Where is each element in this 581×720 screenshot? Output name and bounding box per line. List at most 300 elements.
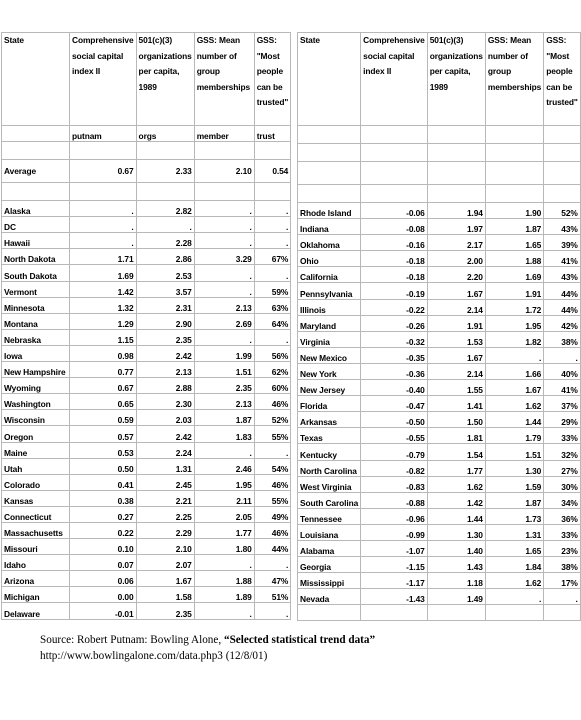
value-cell: 1.89 [194,587,254,603]
value-cell: . [254,555,291,571]
value-cell: -0.99 [361,524,428,540]
value-cell: . [70,217,137,233]
state-name: Wisconsin [2,410,70,426]
empty-cell [544,144,581,162]
empty-cell [485,185,543,203]
table-row [2,345,291,361]
value-cell: 2.25 [136,506,194,522]
table-row [2,394,291,410]
state-name: Arizona [2,571,70,587]
table-row [2,587,291,603]
value-cell: 0.53 [70,442,137,458]
value-cell: 63% [254,297,291,313]
value-cell: 43% [544,219,581,235]
value-cell: 0.65 [70,394,137,410]
value-cell: . [485,589,543,605]
value-cell: 41% [544,380,581,396]
value-cell: 2.05 [194,506,254,522]
state-name: Hawaii [2,233,70,249]
variable-name-cell [2,126,70,142]
state-name: DC [2,217,70,233]
value-cell: -0.08 [361,219,428,235]
value-cell: 0.27 [70,506,137,522]
table-row [2,249,291,265]
table-row [298,363,581,379]
table-row [298,589,581,605]
value-cell: -0.32 [361,331,428,347]
state-name: North Carolina [298,460,361,476]
table-row [298,267,581,283]
source-title: “Selected statistical trend data” [223,634,376,646]
spacer-row [2,142,291,160]
state-name: Utah [2,458,70,474]
empty-cell [361,126,428,144]
source-prefix: Source: Robert Putnam: Bowling Alone, [40,634,224,646]
table-row [2,378,291,394]
empty-cell [485,126,543,144]
average-label: Average [2,160,70,183]
empty-cell [254,142,291,160]
source-url: http://www.bowlingalone.com/data.php3 (12/8/01) [40,650,268,662]
empty-cell [544,185,581,203]
value-cell: 2.13 [194,394,254,410]
value-cell: 1.82 [485,331,543,347]
value-cell: 1.91 [427,315,485,331]
table-row [298,557,581,573]
value-cell: 2.20 [427,267,485,283]
value-cell: 46% [254,474,291,490]
value-cell: . [194,329,254,345]
value-cell: 41% [544,251,581,267]
state-name: Texas [298,428,361,444]
value-cell: . [254,201,291,217]
state-name: Virginia [298,331,361,347]
value-cell: 33% [544,524,581,540]
empty-cell [136,183,194,201]
value-cell: 38% [544,557,581,573]
table-row [2,539,291,555]
state-name: North Dakota [2,249,70,265]
value-cell: 1.62 [485,573,543,589]
value-cell: -1.07 [361,540,428,556]
value-cell: 2.10 [136,539,194,555]
header-group-memberships: GSS: Mean number of group memberships [485,33,543,126]
spacer-row [298,605,581,621]
value-cell: 1.44 [485,412,543,428]
value-cell: 1.18 [427,573,485,589]
value-cell: 1.42 [70,281,137,297]
value-cell: . [254,217,291,233]
value-cell: 1.44 [427,508,485,524]
value-cell: -0.06 [361,203,428,219]
table-row [2,522,291,538]
value-cell: -0.36 [361,363,428,379]
value-cell: 1.88 [485,251,543,267]
value-cell: . [194,201,254,217]
value-cell: 1.77 [194,522,254,538]
average-row [2,160,291,183]
value-cell: 55% [254,490,291,506]
source-citation [40,632,520,664]
value-cell: 1.67 [485,380,543,396]
value-cell: 64% [254,313,291,329]
table-row [298,251,581,267]
table-row [2,426,291,442]
value-cell: 23% [544,540,581,556]
value-cell: -0.16 [361,235,428,251]
state-name: Oregon [2,426,70,442]
value-cell: 1.32 [70,297,137,313]
table-row [2,490,291,506]
value-cell: 0.22 [70,522,137,538]
value-cell: 1.77 [427,460,485,476]
value-cell: 1.87 [485,219,543,235]
value-cell: 60% [254,378,291,394]
header-trust: GSS: "Most people can be trusted" [544,33,581,126]
table-row [298,347,581,363]
table-row [2,571,291,587]
state-name: Nevada [298,589,361,605]
state-name: Nebraska [2,329,70,345]
state-name: South Carolina [298,492,361,508]
value-cell: 54% [254,458,291,474]
empty-cell [485,144,543,162]
value-cell: 0.57 [70,426,137,442]
table-row [2,297,291,313]
value-cell: 1.41 [427,396,485,412]
value-cell: 1.65 [485,235,543,251]
table-row [2,217,291,233]
spacer-row [298,185,581,203]
value-cell: 0.41 [70,474,137,490]
state-name: New Mexico [298,347,361,363]
value-cell: 2.11 [194,490,254,506]
table-row [2,603,291,619]
state-name: Wyoming [2,378,70,394]
value-cell: 1.58 [136,587,194,603]
value-cell: 1.51 [485,444,543,460]
empty-cell [298,162,361,185]
empty-cell [194,142,254,160]
value-cell: 1.95 [194,474,254,490]
value-cell: 1.66 [485,363,543,379]
value-cell: 1.69 [70,265,137,281]
value-cell: 30% [544,476,581,492]
value-cell: 3.29 [194,249,254,265]
value-cell: 1.59 [485,476,543,492]
value-cell: 40% [544,363,581,379]
value-cell: 1.84 [485,557,543,573]
state-name: Massachusetts [2,522,70,538]
value-cell: 2.00 [427,251,485,267]
value-cell: 2.88 [136,378,194,394]
value-cell: . [254,603,291,619]
value-cell: 2.13 [194,297,254,313]
value-cell: -0.19 [361,283,428,299]
value-cell: 1.79 [485,428,543,444]
value-cell: 0.06 [70,571,137,587]
value-cell: 2.28 [136,233,194,249]
empty-cell [427,126,485,144]
value-cell: 2.53 [136,265,194,281]
value-cell: 2.13 [136,362,194,378]
table-row [2,506,291,522]
table-row [2,442,291,458]
empty-cell [361,185,428,203]
value-cell: 2.42 [136,345,194,361]
value-cell: 1.62 [427,476,485,492]
value-cell: 44% [544,299,581,315]
value-cell: . [254,442,291,458]
table-row [298,492,581,508]
value-cell: -0.01 [70,603,137,619]
value-cell: 1.69 [485,267,543,283]
value-cell: 44% [254,539,291,555]
value-cell: -0.88 [361,492,428,508]
empty-cell [194,183,254,201]
value-cell: 2.45 [136,474,194,490]
state-name: Missouri [2,539,70,555]
value-cell: 2.29 [136,522,194,538]
value-cell: 2.31 [136,297,194,313]
value-cell: 67% [254,249,291,265]
value-cell: 1.30 [485,460,543,476]
empty-cell [427,144,485,162]
value-cell: 1.43 [427,557,485,573]
empty-cell [361,605,428,621]
value-cell: . [254,265,291,281]
value-cell: 2.21 [136,490,194,506]
variable-name-row [2,126,291,142]
value-cell: 0.59 [70,410,137,426]
state-name: Rhode Island [298,203,361,219]
state-name: California [298,267,361,283]
value-cell: 49% [254,506,291,522]
empty-cell [485,162,543,185]
header-state: State [2,33,70,126]
value-cell: 51% [254,587,291,603]
value-cell: 0.38 [70,490,137,506]
value-cell: . [254,233,291,249]
value-cell: 2.03 [136,410,194,426]
value-cell: . [70,201,137,217]
table-row [298,331,581,347]
value-cell: 1.91 [485,283,543,299]
state-name: Mississippi [298,573,361,589]
empty-cell [136,142,194,160]
value-cell: 1.50 [427,412,485,428]
average-value: 2.10 [194,160,254,183]
empty-cell [361,144,428,162]
value-cell: -0.47 [361,396,428,412]
state-name: Vermont [2,281,70,297]
table-row [2,329,291,345]
table-row [2,362,291,378]
state-name: Pennsylvania [298,283,361,299]
table-row [298,540,581,556]
spacer-row [298,162,581,185]
state-name: New Jersey [298,380,361,396]
header-orgs-per-capita: 501(c)(3) organizations per capita, 1989 [427,33,485,126]
value-cell: 33% [544,428,581,444]
table-row [2,281,291,297]
header-state: State [298,33,361,126]
empty-cell [427,605,485,621]
value-cell: 52% [254,410,291,426]
value-cell: 1.42 [427,492,485,508]
value-cell: 2.35 [136,603,194,619]
empty-cell [70,142,137,160]
value-cell: 2.69 [194,313,254,329]
state-name: Kansas [2,490,70,506]
value-cell: -0.96 [361,508,428,524]
value-cell: 1.90 [485,203,543,219]
state-name: Iowa [2,345,70,361]
value-cell: 1.87 [485,492,543,508]
value-cell: -0.18 [361,251,428,267]
table-row [2,201,291,217]
state-name: Georgia [298,557,361,573]
table-row [298,283,581,299]
state-name: Colorado [2,474,70,490]
value-cell: 2.42 [136,426,194,442]
header-row [298,33,581,126]
value-cell: 1.71 [70,249,137,265]
header-group-memberships: GSS: Mean number of group memberships [194,33,254,126]
value-cell: 44% [544,283,581,299]
value-cell: 0.10 [70,539,137,555]
value-cell: 0.77 [70,362,137,378]
value-cell: 1.87 [194,410,254,426]
value-cell: 1.67 [427,283,485,299]
table-row [298,315,581,331]
value-cell: 42% [544,315,581,331]
table-row [2,265,291,281]
value-cell: 47% [254,571,291,587]
state-name: Delaware [2,603,70,619]
empty-cell [298,185,361,203]
value-cell: 1.15 [70,329,137,345]
source-line [40,632,520,648]
average-value: 0.54 [254,160,291,183]
table-row [298,412,581,428]
empty-cell [544,162,581,185]
value-cell: 1.83 [194,426,254,442]
variable-name-cell: trust [254,126,291,142]
value-cell: -0.50 [361,412,428,428]
state-name: Tennessee [298,508,361,524]
state-name: South Dakota [2,265,70,281]
variable-name-cell: putnam [70,126,137,142]
empty-cell [298,144,361,162]
table-row [298,508,581,524]
table-row [2,410,291,426]
state-name: Indiana [298,219,361,235]
value-cell: -0.83 [361,476,428,492]
state-name: Washington [2,394,70,410]
value-cell: 46% [254,394,291,410]
table-row [298,573,581,589]
value-cell: 56% [254,345,291,361]
value-cell: 2.86 [136,249,194,265]
value-cell: 2.30 [136,394,194,410]
value-cell: 37% [544,396,581,412]
table-row [298,380,581,396]
state-name: New Hampshire [2,362,70,378]
value-cell: 0.67 [70,378,137,394]
table-row [298,476,581,492]
value-cell: 29% [544,412,581,428]
value-cell: . [194,442,254,458]
empty-cell [544,126,581,144]
table-row [298,460,581,476]
value-cell: 3.57 [136,281,194,297]
value-cell: -0.18 [361,267,428,283]
value-cell: 1.54 [427,444,485,460]
value-cell: . [544,347,581,363]
value-cell: 55% [254,426,291,442]
empty-cell [2,183,70,201]
table-row [298,396,581,412]
state-name: New York [298,363,361,379]
state-name: Minnesota [2,297,70,313]
average-value: 2.33 [136,160,194,183]
value-cell: 2.46 [194,458,254,474]
value-cell: -0.79 [361,444,428,460]
table-row [2,313,291,329]
header-social-capital-index: Comprehensive social capital index II [361,33,428,126]
value-cell: 2.35 [194,378,254,394]
empty-cell [254,183,291,201]
state-name: Montana [2,313,70,329]
empty-cell [544,605,581,621]
empty-cell [70,183,137,201]
value-cell: 1.30 [427,524,485,540]
value-cell: 1.80 [194,539,254,555]
value-cell: 59% [254,281,291,297]
state-name: Maryland [298,315,361,331]
value-cell: 39% [544,235,581,251]
table-row [298,203,581,219]
value-cell: 2.35 [136,329,194,345]
value-cell: -1.43 [361,589,428,605]
spacer-row [298,126,581,144]
table-row [298,524,581,540]
value-cell: 2.90 [136,313,194,329]
value-cell: -0.82 [361,460,428,476]
state-name: West Virginia [298,476,361,492]
value-cell: 1.95 [485,315,543,331]
value-cell: 1.67 [136,571,194,587]
state-name: Oklahoma [298,235,361,251]
value-cell: 1.67 [427,347,485,363]
value-cell: . [544,589,581,605]
value-cell: 0.50 [70,458,137,474]
value-cell: -1.15 [361,557,428,573]
value-cell: 32% [544,444,581,460]
table-row [2,233,291,249]
left-data-table [1,32,291,620]
table-row [2,474,291,490]
value-cell: . [194,217,254,233]
header-social-capital-index: Comprehensive social capital index II [70,33,137,126]
state-name: Arkansas [298,412,361,428]
value-cell: 2.07 [136,555,194,571]
value-cell: 1.88 [194,571,254,587]
value-cell: 2.82 [136,201,194,217]
value-cell: 27% [544,460,581,476]
value-cell: 1.29 [70,313,137,329]
